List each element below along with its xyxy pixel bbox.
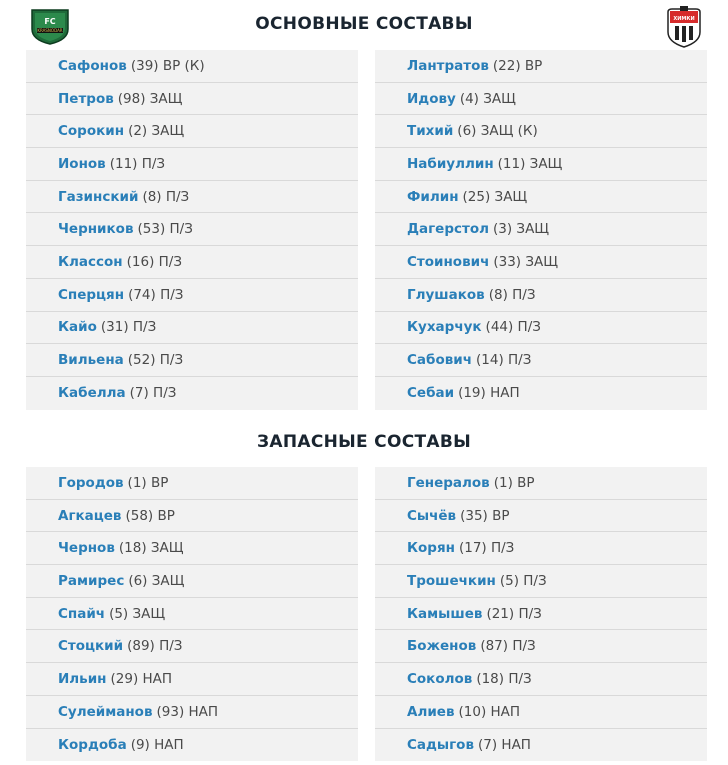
player-number-position: (8) П/З <box>142 188 190 205</box>
player-name-link[interactable]: Сабович <box>407 352 472 369</box>
player-number-position: (5) ЗАЩ <box>109 605 166 622</box>
main-lineups-header <box>0 14 728 34</box>
player-number-position: (7) П/З <box>129 385 177 402</box>
away-starters-list <box>375 50 707 410</box>
player-number-position: (29) НАП <box>110 670 173 687</box>
player-name-link[interactable]: Дагерстол <box>407 221 489 238</box>
player-number-position: (18) П/З <box>476 670 532 687</box>
player-number-position: (9) НАП <box>130 736 184 753</box>
player-row <box>26 696 358 729</box>
player-name-link[interactable]: Набиуллин <box>407 155 494 172</box>
player-name-link[interactable]: Агкацев <box>58 507 122 524</box>
player-row <box>375 213 707 246</box>
player-row <box>26 598 358 631</box>
player-row <box>375 565 707 598</box>
player-name-link[interactable]: Ильин <box>58 670 107 687</box>
player-number-position: (11) П/З <box>109 155 166 172</box>
player-row <box>375 279 707 312</box>
home-logo-text: FC <box>44 17 56 26</box>
player-name-link[interactable]: Сперцян <box>58 286 125 303</box>
player-name-link[interactable]: Корян <box>407 540 455 557</box>
player-number-position: (11) ЗАЩ <box>497 155 563 172</box>
player-row <box>375 377 707 410</box>
player-number-position: (10) НАП <box>458 703 521 720</box>
player-row <box>26 565 358 598</box>
player-number-position: (93) НАП <box>156 703 219 720</box>
player-number-position: (5) П/З <box>499 572 547 589</box>
away-subs-list <box>375 467 707 761</box>
player-row <box>26 312 358 345</box>
player-row <box>375 115 707 148</box>
player-number-position: (52) П/З <box>127 352 184 369</box>
player-row <box>26 467 358 500</box>
away-logo-text: ХИМКИ <box>673 16 695 22</box>
player-name-link[interactable]: Лантратов <box>407 57 489 74</box>
player-number-position: (25) ЗАЩ <box>462 188 528 205</box>
player-name-link[interactable]: Садыгов <box>407 736 474 753</box>
player-row <box>26 532 358 565</box>
player-name-link[interactable]: Трошечкин <box>407 572 496 589</box>
player-name-link[interactable]: Классон <box>58 253 123 270</box>
player-row <box>26 148 358 181</box>
player-row <box>375 181 707 214</box>
player-name-link[interactable]: Кордоба <box>58 736 127 753</box>
player-number-position: (39) ВР (К) <box>130 57 205 74</box>
player-row <box>375 696 707 729</box>
player-row <box>375 729 707 762</box>
player-row <box>26 115 358 148</box>
player-number-position: (8) П/З <box>488 286 536 303</box>
player-number-position: (14) П/З <box>476 352 532 369</box>
player-row <box>26 630 358 663</box>
player-number-position: (74) П/З <box>128 286 184 303</box>
player-name-link[interactable]: Стоцкий <box>58 638 124 655</box>
player-row <box>375 50 707 83</box>
player-number-position: (87) П/З <box>480 638 536 655</box>
player-number-position: (58) ВР <box>125 507 175 524</box>
main-lineups-title: ОСНОВНЫЕ СОСТАВЫ <box>255 14 473 34</box>
player-number-position: (22) ВР <box>492 57 543 74</box>
player-name-link[interactable]: Камышев <box>407 605 483 622</box>
player-name-link[interactable]: Газинский <box>58 188 139 205</box>
player-number-position: (3) ЗАЩ <box>493 221 550 238</box>
player-number-position: (98) ЗАЩ <box>117 90 183 107</box>
player-number-position: (16) П/З <box>126 253 182 270</box>
player-row <box>26 246 358 279</box>
player-row <box>26 213 358 246</box>
player-row <box>375 344 707 377</box>
player-name-link[interactable]: Сорокин <box>58 123 125 140</box>
home-starters-list <box>26 50 358 410</box>
player-name-link[interactable]: Городов <box>58 474 124 491</box>
player-number-position: (6) ЗАЩ <box>128 572 185 589</box>
player-row <box>26 181 358 214</box>
player-row <box>375 467 707 500</box>
player-name-link[interactable]: Вильена <box>58 352 124 369</box>
player-row <box>26 729 358 762</box>
player-name-link[interactable]: Черников <box>58 221 134 238</box>
player-name-link[interactable]: Петров <box>58 90 114 107</box>
player-number-position: (89) П/З <box>127 638 183 655</box>
player-name-link[interactable]: Себаи <box>407 385 455 402</box>
player-row <box>375 246 707 279</box>
player-number-position: (53) П/З <box>137 221 193 238</box>
player-number-position: (4) ЗАЩ <box>459 90 516 107</box>
player-row <box>26 279 358 312</box>
player-number-position: (21) П/З <box>486 605 542 622</box>
player-name-link[interactable]: Сулейманов <box>58 703 153 720</box>
home-subs-list <box>26 467 358 761</box>
player-row <box>26 663 358 696</box>
player-row <box>375 500 707 533</box>
player-name-link[interactable]: Спайч <box>58 605 106 622</box>
player-row <box>26 344 358 377</box>
player-number-position: (33) ЗАЩ <box>493 253 559 270</box>
player-name-link[interactable]: Соколов <box>407 670 473 687</box>
player-row <box>26 377 358 410</box>
player-name-link[interactable]: Кайо <box>58 319 97 336</box>
player-name-link[interactable]: Глушаков <box>407 286 485 303</box>
subs-lineups-title: ЗАПАСНЫЕ СОСТАВЫ <box>257 432 471 452</box>
player-row <box>375 663 707 696</box>
player-name-link[interactable]: Филин <box>407 188 459 205</box>
player-name-link[interactable]: Тихий <box>407 123 454 140</box>
player-name-link[interactable]: Сычёв <box>407 507 457 524</box>
player-row <box>26 50 358 83</box>
svg-text:KRASNODAR: KRASNODAR <box>37 28 63 33</box>
player-row <box>26 500 358 533</box>
player-row <box>375 598 707 631</box>
player-number-position: (17) П/З <box>458 540 515 557</box>
player-name-link[interactable]: Алиев <box>407 703 455 720</box>
player-name-link[interactable]: Боженов <box>407 638 477 655</box>
player-name-link[interactable]: Рамирес <box>58 572 125 589</box>
player-name-link[interactable]: Стоинович <box>407 253 490 270</box>
player-number-position: (7) НАП <box>478 736 531 753</box>
player-number-position: (1) ВР <box>493 474 535 491</box>
player-number-position: (44) П/З <box>485 319 541 336</box>
subs-lineups-header <box>0 432 728 452</box>
player-number-position: (35) ВР <box>460 507 510 524</box>
player-row <box>26 83 358 116</box>
player-number-position: (31) П/З <box>100 319 157 336</box>
player-row <box>375 630 707 663</box>
player-name-link[interactable]: Генералов <box>407 474 490 491</box>
player-name-link[interactable]: Идову <box>407 90 456 107</box>
player-number-position: (6) ЗАЩ (К) <box>457 123 538 140</box>
player-number-position: (19) НАП <box>458 385 520 402</box>
player-number-position: (2) ЗАЩ <box>128 123 185 140</box>
player-name-link[interactable]: Сафонов <box>58 57 127 74</box>
player-number-position: (18) ЗАЩ <box>118 540 184 557</box>
player-row <box>375 83 707 116</box>
player-name-link[interactable]: Кухарчук <box>407 319 482 336</box>
player-name-link[interactable]: Чернов <box>58 540 115 557</box>
player-name-link[interactable]: Ионов <box>58 155 106 172</box>
player-number-position: (1) ВР <box>127 474 169 491</box>
player-row <box>375 148 707 181</box>
player-name-link[interactable]: Кабелла <box>58 385 126 402</box>
player-row <box>375 312 707 345</box>
player-row <box>375 532 707 565</box>
